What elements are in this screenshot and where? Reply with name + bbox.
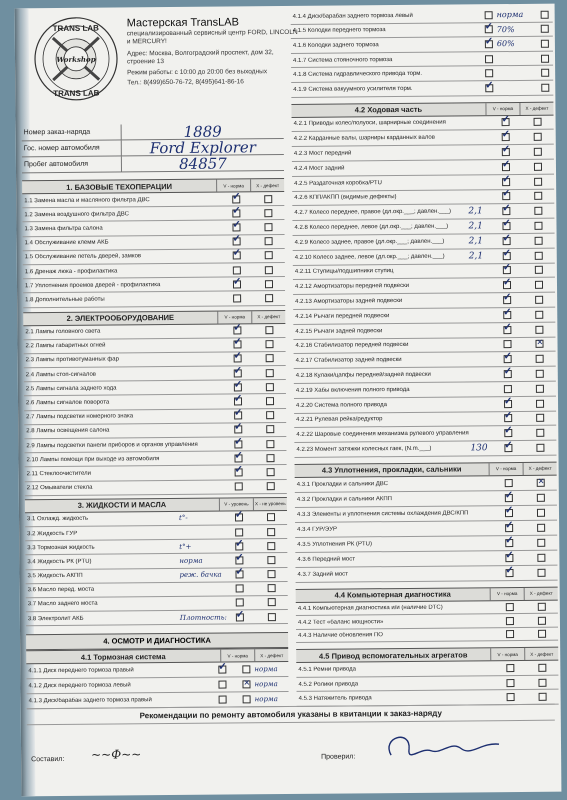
defect-checkbox[interactable] [534,207,542,215]
row-label: 4.2.7 Колесо переднее, правое (дл.окр.___; давлен.___) [294,208,452,217]
defect-checkbox[interactable] [541,69,549,77]
mark-legend: X - дефект [524,648,558,660]
defect-checkbox[interactable] [536,444,544,452]
ok-checkbox[interactable] [232,195,240,203]
defect-checkbox[interactable] [267,468,275,476]
row-label: 3.3 Тормозная жидкость [27,544,95,551]
ok-checkbox[interactable] [233,280,241,288]
ok-checkbox[interactable] [234,426,242,434]
brake-section [26,648,289,709]
row-label: 4.1.5 Колодки переднего тормоза [292,27,386,35]
row-label: 4.2.17 Стабилизатор задней подвески [295,357,402,365]
row-label: 4.1.1 Диск переднего тормоза правый [28,667,134,675]
order-value[interactable]: 1889 [183,122,222,141]
ok-checkbox[interactable] [485,11,493,19]
defect-checkbox[interactable] [266,355,274,363]
defect-checkbox[interactable] [267,513,275,521]
ok-checkbox[interactable] [505,524,513,532]
defect-checkbox[interactable] [534,177,542,185]
defect-checkbox[interactable] [267,542,275,550]
row-label: 4.2.5 Раздаточная коробка/PTU [294,179,383,187]
ok-checkbox[interactable] [502,163,510,171]
ok-checkbox[interactable] [502,207,510,215]
translab-logo [33,15,120,102]
logo-bottom-text: TRANS LAB [53,88,100,99]
defect-checkbox[interactable] [266,426,274,434]
ok-checkbox[interactable] [502,222,510,230]
ok-checkbox[interactable] [234,369,242,377]
left-column [22,178,288,627]
defect-checkbox[interactable] [536,355,544,363]
handwritten-note: 2,1 [468,236,483,247]
company-description: специализированный сервисный центр FORD, LINCOLN и MERCURY! [126,28,298,46]
row-label: 1.1 Замена масла и масляного фильтра ДВС [24,196,150,204]
row-label: 4.2.9 Колесо заднее, правое (дл.окр.___; давлен.___) [294,238,445,246]
mark-legend: X - дефект [251,311,285,323]
row-label: 4.1.8 Система гидравлического привода торм. [293,70,423,79]
compiled-signature: ~~Ф~~ [91,747,142,762]
row-label: 4.2.1 Приводы колес/полуоси, шарнирные соединения [293,120,446,128]
defect-checkbox[interactable] [265,251,273,259]
row-label: 2.7 Лампы подсветки номерного знака [26,413,134,421]
defect-checkbox[interactable] [265,280,273,288]
defect-checkbox[interactable] [536,429,544,437]
inspection-sheet [15,4,562,797]
defect-checkbox[interactable] [537,509,545,517]
section-title: 4.3 Уплотнения, прокладки, сальники [321,464,462,476]
row-label: 2.12 Омыватели стекла [26,484,93,492]
defect-checkbox[interactable] [537,479,545,487]
mark-legend: V - норма [485,103,519,115]
order-label: Пробег автомобиля [22,156,122,172]
defect-checkbox[interactable] [265,237,273,245]
row-label: 3.4 Жидкость РК (PTU) [27,558,92,566]
mark-legend: V - норма [217,311,251,323]
row-label: 4.2.18 Кулаки/цапфы передней/задней подвески [295,371,431,379]
ok-checkbox[interactable] [236,613,244,621]
handwritten-note: 2,1 [468,221,483,232]
handwritten-note: t°- [178,514,188,523]
right-column [291,8,559,707]
ok-checkbox[interactable] [232,223,240,231]
section-title: 1. БАЗОВЫЕ ТЕХОПЕРАЦИИ [66,181,173,192]
ok-checkbox[interactable] [503,266,511,274]
company-address: Адрес: Москва, Волгоградский проспект, дом 32, строение 13 [126,48,274,66]
order-value[interactable]: 84857 [178,154,227,173]
defect-checkbox[interactable] [535,296,543,304]
defect-checkbox[interactable] [541,40,549,48]
ok-checkbox[interactable] [234,355,242,363]
ok-checkbox[interactable] [485,26,493,34]
defect-checkbox[interactable] [242,680,250,688]
order-value[interactable]: Ford Explorer [149,137,256,157]
ok-checkbox[interactable] [218,681,226,689]
ok-checkbox[interactable] [235,542,243,550]
defect-checkbox[interactable] [537,569,545,577]
defect-checkbox[interactable] [265,340,273,348]
section-4-title: 4. ОСМОТР И ДИАГНОСТИКА [26,632,288,650]
company-info [127,16,304,88]
ok-checkbox[interactable] [505,509,513,517]
defect-checkbox[interactable] [541,83,549,91]
row-label: 2.8 Лампы освещения салона [26,427,110,435]
defect-checkbox[interactable] [265,326,273,334]
ok-checkbox[interactable] [235,514,243,522]
ok-checkbox[interactable] [233,341,241,349]
ok-checkbox[interactable] [218,666,226,674]
row-label: 4.4.2 Тест «баланс мощности» [297,618,384,626]
ok-checkbox[interactable] [507,693,515,701]
defect-checkbox[interactable] [266,369,274,377]
defect-checkbox[interactable] [538,630,546,638]
ok-checkbox[interactable] [503,326,511,334]
defect-checkbox[interactable] [268,613,276,621]
ok-checkbox[interactable] [485,55,493,63]
ok-checkbox[interactable] [503,296,511,304]
ok-checkbox[interactable] [502,192,510,200]
checked-label: Проверил: [321,753,356,761]
defect-checkbox[interactable] [267,482,275,490]
ok-checkbox[interactable] [505,554,513,562]
row-label: 4.3.7 Задний мост [297,571,348,578]
defect-checkbox[interactable] [267,570,275,578]
row-label: 1.4 Обслуживание клемм АКБ [24,239,109,247]
ok-checkbox[interactable] [506,679,514,687]
row-label: 1.5 Обслуживание петель дверей, замков [24,253,142,261]
defect-checkbox[interactable] [264,209,272,217]
ok-checkbox[interactable] [219,696,227,704]
ok-checkbox[interactable] [236,585,244,593]
mark-legend: X - не уровень [253,498,287,510]
ok-checkbox[interactable] [485,69,493,77]
defect-checkbox[interactable] [266,454,274,462]
mark-legend: X - дефект [250,179,284,191]
ok-checkbox[interactable] [233,252,241,260]
ok-checkbox[interactable] [504,385,512,393]
ok-checkbox[interactable] [504,400,512,408]
row-label: 4.5.3 Натяжитель привода [298,695,372,703]
row-label: 4.2.23 Момент затяжки колесных гаек, (N.m.___) [296,445,432,453]
defect-checkbox[interactable] [264,195,272,203]
row-label: 2.9 Лампы подсветки панели приборов и органов управления [26,441,198,449]
row-label: 1.7 Уплотнения проемов дверей - профилактика [24,281,161,290]
ok-checkbox[interactable] [502,178,510,186]
logo-top-text: TRANS LAB [52,23,99,34]
row-label: 4.1.7 Система стояночного тормоза [293,56,393,64]
section-title: 4.2 Ходовая часть [354,104,423,115]
mark-legend: V - норма [220,649,254,661]
defect-checkbox[interactable] [534,133,542,141]
row-label: 3.1 Охлажд. жидкость [27,516,89,523]
row-label: 3.7 Масло заднего моста [27,601,98,608]
defect-checkbox[interactable] [534,148,542,156]
handwritten-note: норма [179,556,203,565]
row-label: 4.1.6 Колодки заднего тормоза [292,42,379,49]
handwritten-note: 2,1 [468,206,483,217]
row-label: 4.5.1 Ремни привода [298,666,357,674]
ok-checkbox[interactable] [235,483,243,491]
row-label: 4.2.12 Амортизаторы передней подвески [294,283,410,291]
ok-checkbox[interactable] [502,148,510,156]
ok-checkbox[interactable] [233,294,241,302]
section-title: 4.4 Компьютерная диагностика [334,589,451,600]
row-label: 4.1.2 Диск переднего тормоза левый [28,682,131,690]
ok-checkbox[interactable] [505,569,513,577]
handwritten-note: норма [496,10,524,20]
defect-checkbox[interactable] [243,695,251,703]
defect-checkbox[interactable] [539,693,547,701]
row-label: 2.2 Лампы габаритных огней [25,342,106,350]
ok-checkbox[interactable] [502,119,510,127]
row-label: 3.5 Жидкость АКПП [27,572,83,580]
mark-legend: V - норма [489,463,523,475]
defect-checkbox[interactable] [267,528,275,536]
ok-checkbox[interactable] [485,84,493,92]
checklist-row [26,610,288,626]
ok-checkbox[interactable] [504,355,512,363]
row-label: 4.2.15 Рычаги задней подвески [295,327,383,335]
handwritten-note: 70% [496,24,515,35]
ok-checkbox[interactable] [506,664,514,672]
mark-legend: X - дефект [519,102,553,114]
handwritten-note: норма [254,680,278,689]
ok-checkbox[interactable] [235,528,243,536]
ok-checkbox[interactable] [505,494,513,502]
row-label: 4.2.3 Мост передний [293,150,352,157]
defect-checkbox[interactable] [534,192,542,200]
defect-checkbox[interactable] [242,665,250,673]
row-label: 4.2.4 Мост задний [293,165,345,172]
row-label: 4.2.22 Шаровые соединения механизма рулевого управления [296,430,469,439]
handwritten-note: Плотность: [179,613,227,622]
ok-checkbox[interactable] [234,383,242,391]
ok-checkbox[interactable] [506,630,514,638]
mark-legend: V - уровень [219,498,253,510]
ok-checkbox[interactable] [504,370,512,378]
defect-checkbox[interactable] [535,340,543,348]
mark-legend: X - дефект [254,649,288,661]
row-label: 1.8 Дополнительные работы [25,296,105,304]
row-label: 4.3.2 Прокладки и сальники АКПП [296,495,392,503]
row-label: 4.1.4 Диск/барабан заднего тормоза левый [292,12,413,20]
row-label: 2.10 Лампы помощи при выходе из автомобиля [26,455,160,464]
defect-checkbox[interactable] [264,223,272,231]
row-label: 3.2 Жидкость ГУР [27,530,78,537]
handwritten-note: 130 [470,443,488,454]
defect-checkbox[interactable] [538,678,546,686]
defect-checkbox[interactable] [538,616,546,624]
row-label: 4.2.8 Колесо переднее, левое (дл.окр.___; давлен.___) [294,223,449,231]
handwritten-note: 60% [496,39,515,49]
row-label: 4.3.1 Прокладки и сальники ДВС [296,481,388,488]
mark-legend: X - дефект [524,588,558,600]
row-label: 4.2.6 КПП/АКПП (видимые дефекты) [294,194,397,202]
row-label: 4.3.3 Элементы и уплотнения системы охлаждения ДВС/КПП [296,510,469,518]
handwritten-note: норма [254,665,278,674]
handwritten-note: норма [254,695,278,704]
row-label: 1.3 Замена фильтра салона [24,225,103,233]
row-label: 4.1.9 Система вакуумного усилителя торм. [293,85,413,93]
row-label: 3.8 Электролит АКБ [27,615,84,622]
company-phones: Тел.: 8(499)650-76-72, 8(495)641-86-16 [127,78,244,87]
defect-checkbox[interactable] [267,556,275,564]
row-label: 4.1.3 Диск/барабан заднего тормоза правый [28,697,152,705]
ok-checkbox[interactable] [234,454,242,462]
ok-checkbox[interactable] [235,468,243,476]
ok-checkbox[interactable] [236,599,244,607]
row-label: 4.3.6 Передний мост [297,556,356,563]
row-label: 4.3.4 ГУР/ЭУР [297,526,338,533]
row-label: 3.6 Масло перед. моста [27,586,95,594]
ok-checkbox[interactable] [503,237,511,245]
checked-signature [381,726,511,767]
mark-legend: V - норма [490,588,524,600]
defect-checkbox[interactable] [535,251,543,259]
ok-checkbox[interactable] [232,209,240,217]
defect-checkbox[interactable] [266,411,274,419]
row-label: 4.2.16 Стабилизатор передней подвески [295,342,409,350]
ok-checkbox[interactable] [506,603,514,611]
row-label: 1.2 Замена воздушного фильтра ДВС [24,211,129,219]
defect-checkbox[interactable] [537,539,545,547]
row-label: 4.5.2 Ролики привода [298,681,359,688]
ok-checkbox[interactable] [503,311,511,319]
order-info [22,123,284,173]
section-title: 4.1 Тормозная система [80,651,166,662]
defect-checkbox[interactable] [535,281,543,289]
defect-checkbox[interactable] [534,163,542,171]
ok-checkbox[interactable] [234,440,242,448]
ok-checkbox[interactable] [235,570,243,578]
ok-checkbox[interactable] [233,326,241,334]
ok-checkbox[interactable] [503,281,511,289]
defect-checkbox[interactable] [541,54,549,62]
row-label: 4.4.1 Компьютерная диагностика и/и (наличие DTC) [297,604,443,613]
ok-checkbox[interactable] [233,266,241,274]
defect-checkbox[interactable] [536,399,544,407]
handwritten-note: реж. бачка [179,570,222,580]
row-label: 4.2.20 Система полного привода [296,401,388,409]
defect-checkbox[interactable] [535,237,543,245]
defect-checkbox[interactable] [541,25,549,33]
defect-checkbox[interactable] [537,554,545,562]
order-label: Номер заказ-наряда [22,124,122,140]
ok-checkbox[interactable] [504,414,512,422]
ok-checkbox[interactable] [506,617,514,625]
defect-checkbox[interactable] [537,494,545,502]
ok-checkbox[interactable] [504,444,512,452]
row-label: 4.2.13 Амортизаторы задней подвески [295,298,403,305]
company-name: Мастерская TransLAB [126,16,240,30]
defect-checkbox[interactable] [266,440,274,448]
defect-checkbox[interactable] [536,370,544,378]
section-title: 2. ЭЛЕКТРООБОРУДОВАНИЕ [66,312,175,323]
row-label: 4.4.3 Наличие обновления ПО [298,632,383,640]
defect-checkbox[interactable] [266,397,274,405]
row-label: 4.3.5 Уплотнения РК (PTU) [297,541,373,548]
row-label: 1.6 Дренаж люка - профилактика [24,268,118,275]
defect-checkbox[interactable] [541,11,549,19]
handwritten-note: t°+ [179,542,192,551]
ok-checkbox[interactable] [235,556,243,564]
row-label: 2.1 Лампы головного света [25,328,101,336]
company-hours: Режим работы: с 10:00 до 20:00 без выходных [127,67,268,77]
recommendation-text: Рекомендации по ремонту автомобиля указаны в квитанции к заказ-наряду [139,708,442,721]
logo-mid-text: Workshop [56,54,96,65]
compiled-label: Составил: [31,755,65,764]
defect-checkbox[interactable] [537,524,545,532]
order-label: Гос. номер автомобиля [22,140,122,156]
defect-checkbox[interactable] [534,118,542,126]
defect-checkbox[interactable] [268,584,276,592]
defect-checkbox[interactable] [265,294,273,302]
defect-checkbox[interactable] [535,325,543,333]
defect-checkbox[interactable] [534,222,542,230]
mark-legend: X - дефект [523,463,557,475]
ok-checkbox[interactable] [234,412,242,420]
order-row [22,155,284,173]
section-title: 4.5 Привод вспомогательных агрегатов [318,650,468,661]
defect-checkbox[interactable] [536,414,544,422]
defect-checkbox[interactable] [536,385,544,393]
mark-legend: V - норма [490,648,524,660]
mark-legend: V - норма [216,179,250,191]
row-label: 2.5 Лампы сигнала заднего хода [25,385,117,393]
defect-checkbox[interactable] [538,664,546,672]
ok-checkbox[interactable] [502,133,510,141]
ok-checkbox[interactable] [505,479,513,487]
ok-checkbox[interactable] [503,252,511,260]
defect-checkbox[interactable] [268,599,276,607]
row-label: 2.11 Стеклоочистители [26,470,91,478]
defect-checkbox[interactable] [266,383,274,391]
row-label: 4.2.11 Ступицы/подшипники ступиц [294,268,394,276]
ok-checkbox[interactable] [485,40,493,48]
ok-checkbox[interactable] [503,340,511,348]
defect-checkbox[interactable] [538,603,546,611]
ok-checkbox[interactable] [233,238,241,246]
row-label: 4.2.10 Колесо заднее, левое (дл.окр.___; давлен.___) [294,253,445,261]
row-label: 2.4 Лампы стоп-сигналов [25,371,96,378]
defect-checkbox[interactable] [265,266,273,274]
row-label: 4.2.2 Карданные валы, шарниры карданных валов [293,134,435,143]
defect-checkbox[interactable] [535,311,543,319]
ok-checkbox[interactable] [505,539,513,547]
ok-checkbox[interactable] [504,429,512,437]
row-label: 2.6 Лампы сигналов поворота [25,399,110,407]
handwritten-note: 2,1 [468,250,484,262]
row-label: 4.2.19 Хабы включения полного привода [295,386,410,394]
row-label: 2.3 Лампы противотуманных фар [25,356,119,364]
row-label: 4.2.21 Рулевая рейка/редуктор [296,416,383,424]
section-title: 3. ЖИДКОСТИ И МАСЛА [77,500,167,511]
ok-checkbox[interactable] [234,397,242,405]
row-label: 4.2.14 Рычаги передней подвески [295,312,390,320]
defect-checkbox[interactable] [535,266,543,274]
